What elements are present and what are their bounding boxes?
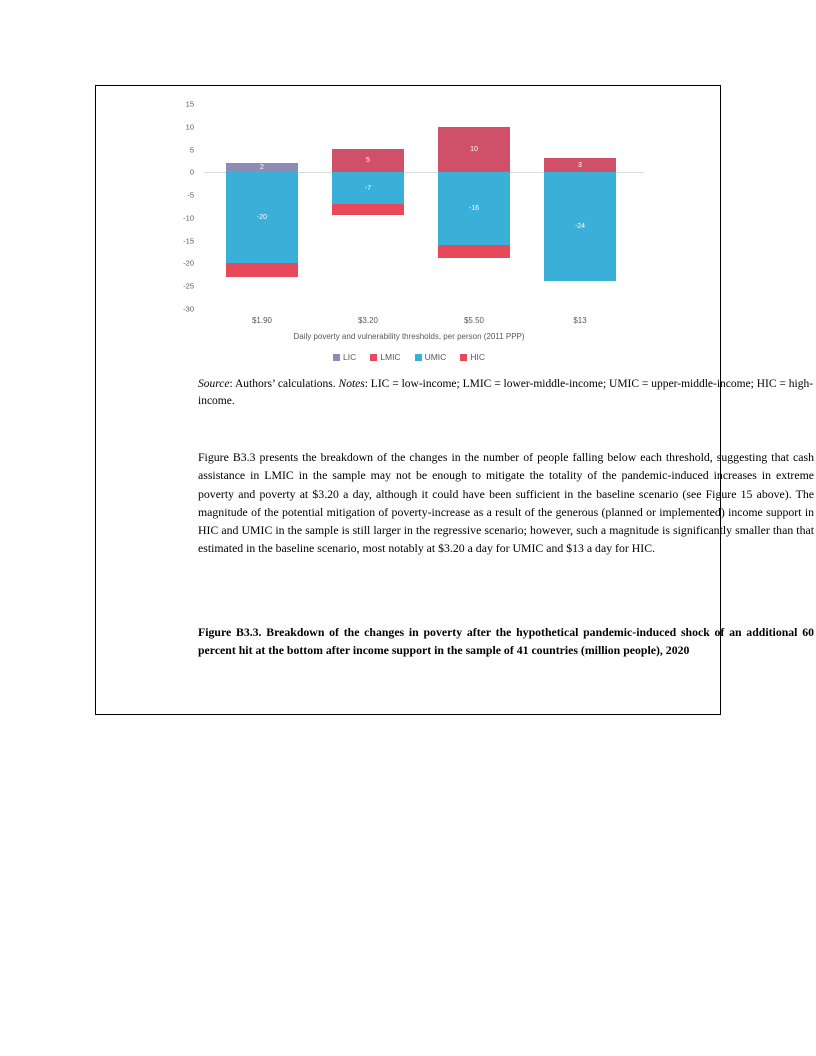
bar-group-3-20[interactable]	[332, 104, 404, 309]
segment-umic-13[interactable]	[544, 172, 616, 281]
x-tick-3-20: $3.20	[357, 316, 379, 325]
legend-label-umic: UMIC	[424, 352, 447, 362]
legend-label-hic: HIC	[470, 352, 485, 362]
segment-lmic-1-90[interactable]	[226, 263, 298, 277]
legend-swatch-umic-icon	[415, 354, 422, 361]
segment-label-umic-1-90: -20	[256, 214, 268, 221]
segment-label-lmic-13: 3	[578, 161, 582, 169]
y-tick-5: 5	[189, 145, 194, 155]
segment-umic-3-20[interactable]	[332, 172, 404, 204]
x-tick-1-90: $1.90	[251, 316, 273, 325]
chart-legend	[96, 352, 722, 362]
segment-lmic-3-20[interactable]	[332, 149, 404, 172]
y-tick-15: 15	[185, 99, 194, 109]
segment-lmic-5-50[interactable]	[438, 127, 510, 172]
notes-label: Notes	[338, 378, 365, 390]
legend-swatch-lmic-icon	[370, 354, 377, 361]
x-tick-13: $13	[573, 316, 587, 325]
legend-item-lic[interactable]	[333, 352, 356, 362]
legend-label-lic: LIC	[343, 352, 357, 362]
segment-label-lmic-3-20: 5	[366, 157, 370, 164]
y-tick-neg20: -20	[183, 258, 194, 268]
bar-group-1-90[interactable]	[226, 104, 298, 309]
document-page	[95, 85, 814, 715]
segment-hic-3-20[interactable]	[332, 204, 404, 215]
x-tick-5-50: $5.50	[463, 316, 485, 325]
segment-label-umic-5-50: -16	[468, 205, 480, 212]
source-note	[198, 376, 814, 409]
segment-label-umic-13: -24	[574, 223, 586, 230]
segment-hic-5-50[interactable]	[438, 245, 510, 258]
plot-area	[204, 104, 644, 309]
figure-caption: Figure B3.3. Breakdown of the changes in poverty after the hypothetical pandemic-induced shock of an additional 60 percent hit at the bottom after income support in the sample of 41 countries (million people), 2020	[198, 625, 814, 657]
source-label: Source	[198, 378, 230, 390]
segment-label-lic-1-90: 2	[260, 164, 264, 171]
y-tick-neg30: -30	[183, 304, 194, 314]
segment-label-umic-3-20: -7	[364, 184, 372, 192]
bar-group-13[interactable]	[544, 104, 616, 309]
y-tick-neg15: -15	[183, 236, 194, 246]
legend-label-lmic: LMIC	[380, 352, 401, 362]
segment-label-lmic-5-50: 10	[470, 146, 478, 153]
y-tick-0: 0	[189, 167, 194, 177]
bar-group-5-50[interactable]	[438, 104, 510, 309]
y-axis	[96, 99, 200, 314]
figure-chart	[96, 94, 722, 369]
legend-item-umic[interactable]	[415, 352, 447, 362]
body-paragraph: Figure B3.3 presents the breakdown of the changes in the number of people falling below each threshold, suggesting that cash assistance in LMIC in the sample may not be enough to mitigate the totality of the pandemic-induced increases in extreme poverty and poverty at $3.20 a day, although it could have been sufficient in the baseline scenario (see Figure 15 above). The magnitude of the potential mitigation of poverty-increase as a result of the generous (planned or implemented) income support in HIC and UMIC in the sample is still larger in the regressive scenario; however, such a magnitude is significantly smaller than that estimated in the baseline scenario, most notably at $3.20 a day for UMIC and $13 a day for HIC.	[198, 450, 814, 556]
notes-text: : LIC = low-income; LMIC = lower-middle-income; UMIC = upper-middle-income; HIC = high-income.	[198, 378, 814, 407]
segment-umic-1-90[interactable]	[226, 172, 298, 263]
segment-umic-5-50[interactable]	[438, 172, 510, 245]
segment-lic-1-90[interactable]	[226, 163, 298, 172]
y-tick-neg10: -10	[183, 213, 194, 223]
y-tick-neg5: -5	[187, 190, 194, 200]
y-tick-10: 10	[185, 122, 194, 132]
y-tick-neg25: -25	[183, 281, 194, 291]
legend-swatch-hic-icon	[460, 354, 467, 361]
segment-lmic-13[interactable]	[544, 158, 616, 172]
legend-item-lmic[interactable]	[370, 352, 400, 362]
legend-swatch-lic-icon	[333, 354, 340, 361]
legend-item-hic[interactable]	[460, 352, 485, 362]
source-text: : Authors’ calculations.	[229, 378, 339, 390]
x-axis-title: Daily poverty and vulnerability thresholds, per person (2011 PPP)	[293, 332, 525, 341]
